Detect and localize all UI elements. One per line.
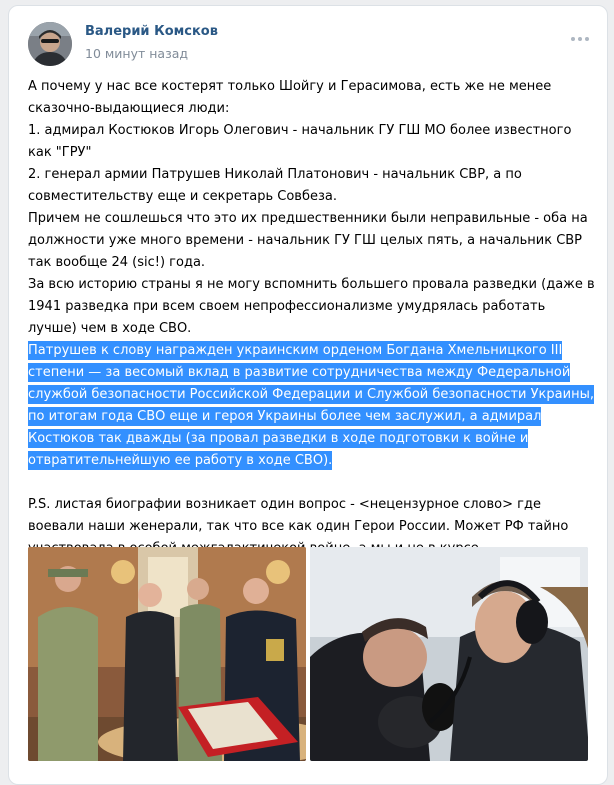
paragraph-reason: Причем не сошлешься что это их предшественники были неправильные - оба на должности уже много времени - начальник ГУ ГШ целых пять, а начальник СВР так вообще 24 (sic!) года. xyxy=(28,211,588,270)
paragraph-ps: P.S. листая биографии возникает один вопрос - <нецензурное слово> где воевали наши женерали, так что все как один Герои России. Может РФ тайно xyxy=(28,497,569,534)
author-name[interactable]: Валерий Комсков xyxy=(85,24,218,39)
post-time[interactable]: 10 минут назад xyxy=(85,46,189,61)
paragraph-item-2: 2. генерал армии Патрушев Николай Платонович - начальник СВР, а по совместительству еще и секретарь Совбеза. xyxy=(28,167,522,204)
photo-attachments xyxy=(28,547,590,761)
post-text xyxy=(28,76,596,560)
more-dots-icon[interactable] xyxy=(571,34,593,44)
paragraph-item-1: 1. адмирал Костюков Игорь Олегович - начальник ГУ ГШ МО более известного как "ГРУ" xyxy=(28,123,572,160)
paragraph-highlighted xyxy=(28,340,596,472)
photo-helicopter-headsets[interactable] xyxy=(310,547,588,761)
avatar[interactable] xyxy=(28,22,72,66)
photo-officials-award[interactable] xyxy=(28,547,306,761)
paragraph-history: За всю историю страны я не могу вспомнить большего провала разведки (даже в 1941 разведка при всем своем непрофессионализме умудрялась работать лучше) чем в ходе СВО. xyxy=(28,277,595,336)
selected-text: Патрушев к слову награжден украинским орденом Богдана Хмельницкого III степени — за весомый вклад в развитие сотрудничества между Федеральной службой безопасности Российской Федерации и Службой безопасности Украины, по итогам года СВО еще и героя Украины более чем заслужил, а адмирал Костюков так дважды (за провал разведки в ходе подготовки к войне и отвратительнейшую ее работу в ходе СВО). xyxy=(28,343,594,468)
post-card xyxy=(8,5,608,785)
paragraph-intro: А почему у нас все костерят только Шойгу и Герасимова, есть же не менее сказочно-выдающиеся люди: xyxy=(28,79,552,116)
